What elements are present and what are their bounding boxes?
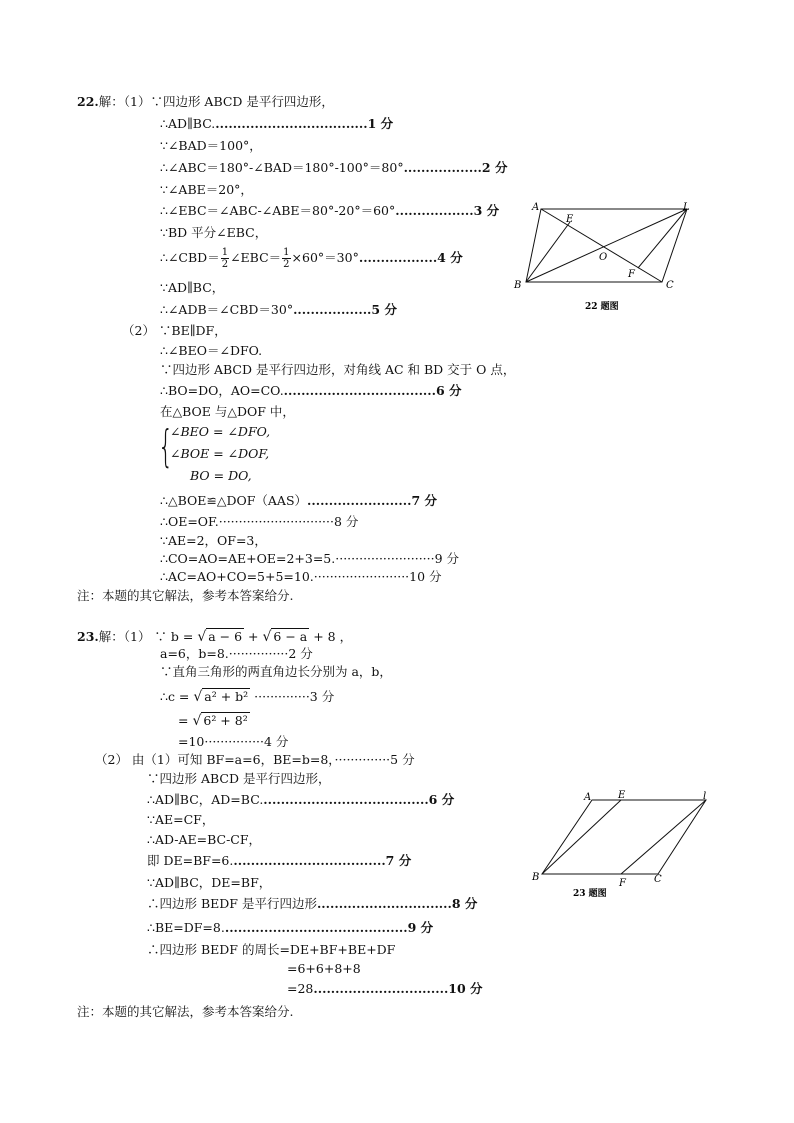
q23-part2-line-3	[147, 792, 454, 808]
radicand-2: 6 − a	[273, 629, 308, 644]
q23-line-6	[178, 734, 288, 750]
q22-line-8-a: ∴∠CBD＝	[160, 250, 220, 265]
q23-line-4	[160, 688, 334, 705]
q22-part2-line-4-text: ∴BO=DO，AO=CO.	[160, 383, 284, 398]
q23-part2-line-10: ∴四边形 BEDF 的周长=DE+BF+BE+DF	[147, 942, 396, 957]
radicand-3: a² + b²	[204, 689, 249, 704]
q23-part2-line-6-text: 即 DE=BF=6.	[147, 853, 234, 868]
q23-line-4-text: ∴c =	[160, 689, 194, 704]
q22-number: 22.	[77, 94, 99, 109]
fig23-label-b: B	[532, 872, 540, 883]
q22-part2-line-10-text: ∴AC=AO+CO=5+5=10.	[160, 569, 314, 584]
q22-line-9: ∵AD∥BC，	[160, 280, 225, 295]
q23-line-6-text: =10	[178, 734, 205, 749]
q22-line-2	[160, 116, 393, 132]
fig22-label-o: O	[599, 252, 608, 263]
fraction-2-numerator: 1	[283, 247, 290, 258]
q23-line-1-text: 解：（1） ∵ b =	[98, 629, 198, 644]
q23-score-3: ··············3 分	[250, 689, 335, 704]
q22-score-4: ..................4 分	[358, 250, 463, 265]
q23-score-10: ...............................10 分	[313, 981, 483, 996]
q22-part2-line-2: ∴∠BEO＝∠DFO.	[160, 343, 263, 358]
q23-part2-line-5: ∴AD-AE=BC-CF，	[147, 832, 262, 847]
segment-df	[638, 209, 687, 268]
q22-score-8: ·····························8 分	[218, 514, 359, 529]
q23-score-5: ··············5 分	[334, 752, 415, 767]
system-line-1: ∠BEO = ∠DFO,	[170, 424, 271, 439]
q22-line-7: ∵BD 平分∠EBC，	[160, 225, 268, 240]
q22-part2-line-7	[160, 514, 358, 530]
diagonal-ac	[541, 209, 662, 282]
q23-part2-line-9-text: ∴BE=DF=8.	[147, 920, 225, 935]
q23-number: 23.	[77, 629, 99, 644]
q22-line-8-c: ×60°＝30°	[291, 250, 359, 265]
fraction-half-2	[282, 247, 290, 270]
q23-line-2	[160, 646, 313, 662]
q23-line-2-text: a=6，b=8.	[160, 646, 229, 661]
q22-part2-line-5: 在△BOE 与△DOF 中，	[160, 404, 295, 419]
parallelogram-abcd	[542, 800, 706, 874]
q22-part2-line-1: （2） ∵BE∥DF，	[122, 323, 227, 338]
fig22-label-c: C	[666, 280, 674, 291]
q22-line-4	[160, 160, 507, 176]
q23-score-8: ...............................8 分	[316, 896, 478, 911]
q22-part2-line-10	[160, 569, 442, 585]
q22-line-8	[160, 244, 463, 272]
q23-score-4: ···············4 分	[204, 734, 289, 749]
q23-score-9: ..........................................9 分	[224, 920, 434, 935]
fig22-label-d: L	[683, 202, 690, 213]
q23-score-6: ......................................6 分	[263, 792, 455, 807]
fraction-1-numerator: 1	[221, 247, 229, 258]
q23-score-7: ...................................7 分	[233, 853, 412, 868]
q22-line-6	[160, 203, 499, 219]
q22-part2-line-9-text: ∴CO=AO=AE+OE=2+3=5.	[160, 551, 336, 566]
segment-fd	[621, 800, 706, 874]
q23-part2-line-9	[147, 920, 433, 936]
system-line-3: BO = DO,	[190, 468, 252, 483]
q23-part2-line-6	[147, 853, 411, 869]
q23-part2-line-8-text: ∴四边形 BEDF 是平行四边形	[147, 896, 317, 911]
q22-line-4-text: ∴∠ABC＝180°-∠BAD＝180°-100°＝80°	[160, 160, 404, 175]
fig22-label-a: A	[532, 202, 540, 213]
figure-23	[528, 786, 718, 904]
q23-line-5	[178, 712, 250, 729]
q22-score-9: ·························9 分	[335, 551, 460, 566]
fig22-label-e: E	[566, 214, 574, 225]
q23-part2-line-11: =6+6+8+8	[287, 961, 361, 976]
radicand-1: a − 6	[208, 629, 243, 644]
system-line-2: ∠BOE = ∠DOF,	[170, 446, 270, 461]
q23-part2-line-7: ∵AD∥BC，DE=BF，	[147, 875, 272, 890]
q23-line-1	[77, 628, 352, 645]
q23-part2-line-2: ∵四边形 ABCD 是平行四边形，	[147, 771, 331, 786]
sqrt-symbol-4: √	[192, 713, 202, 729]
q23-line-3: ∵直角三角形的两直角边长分别为 a，b，	[160, 664, 392, 679]
fig23-label-f: F	[619, 878, 626, 889]
q22-line-6-text: ∴∠EBC＝∠ABC-∠ABE＝80°-20°＝60°	[160, 203, 396, 218]
fig22-caption: 22 题图	[585, 302, 619, 312]
system-brace: {	[158, 421, 174, 472]
q22-score-5: ..................5 分	[293, 302, 397, 317]
sqrt-symbol-1: √	[197, 629, 207, 645]
sqrt-symbol-3: √	[193, 689, 203, 705]
fig22-label-f: F	[628, 269, 635, 280]
q22-line-10-text: ∴∠ADB＝∠CBD＝30°	[160, 302, 294, 317]
figure-22	[510, 198, 700, 316]
fraction-half-1	[221, 247, 229, 270]
q23-part2-line-8	[147, 896, 477, 912]
q22-score-7: ........................7 分	[307, 493, 438, 508]
q22-line-8-b: ∠EBC＝	[230, 250, 282, 265]
q23-part2-line-12	[287, 981, 483, 997]
radicand-4: 6² + 8²	[203, 713, 248, 728]
q23-part2-line-1-text: （2） 由（1）可知 BF=a=6，BE=b=8，	[95, 752, 335, 767]
fig23-label-e: E	[618, 790, 626, 801]
q22-score-3: ..................3 分	[395, 203, 500, 218]
q22-score-2: ..................2 分	[403, 160, 508, 175]
q23-line-1-tail: + 8 ，	[309, 629, 353, 644]
q22-score-10: ························10 分	[313, 569, 442, 584]
q22-part2-line-7-text: ∴OE=OF.	[160, 514, 219, 529]
q22-line-5: ∵∠ABE＝20°，	[160, 182, 253, 197]
q23-part2-line-3-text: ∴AD∥BC，AD=BC.	[147, 792, 264, 807]
q22-part2-line-6	[160, 493, 437, 509]
fig23-caption: 23 题图	[573, 889, 607, 899]
fig23-label-d: l	[703, 791, 707, 802]
q22-part2-line-8: ∵AE=2，OF=3，	[160, 533, 267, 548]
q23-part2-line-1	[95, 752, 415, 768]
plus-sign: +	[244, 629, 263, 644]
q22-line-10	[160, 302, 397, 318]
q22-part2-line-9	[160, 551, 459, 567]
fraction-1-denominator: 2	[221, 259, 229, 270]
fraction-2-denominator: 2	[283, 259, 290, 270]
fig23-label-a: A	[584, 792, 592, 803]
q22-score-1: ...................................1 分	[215, 116, 394, 131]
fig22-label-b: B	[514, 280, 522, 291]
q22-line-3: ∵∠BAD＝100°，	[160, 138, 262, 153]
q23-part2-line-12-text: =28	[287, 981, 314, 996]
segment-be	[542, 800, 621, 874]
q22-part2-line-4	[160, 383, 462, 399]
q22-score-6: ...................................6 分	[283, 383, 462, 398]
diagonal-bd	[526, 209, 687, 282]
q23-note: 注：本题的其它解法，参考本答案给分.	[77, 1004, 294, 1019]
q23-part2-line-4: ∵AE=CF，	[147, 812, 215, 827]
q23-line-5-text: =	[178, 713, 193, 728]
q22-line-1	[77, 94, 334, 110]
q23-score-2: ···············2 分	[228, 646, 313, 661]
q22-line-2-text: ∴AD∥BC.	[160, 116, 216, 131]
fig23-label-c: C	[654, 874, 662, 885]
q22-part2-line-3: ∵四边形 ABCD 是平行四边形，对角线 AC 和 BD 交于 O 点，	[160, 362, 516, 377]
q22-part2-line-6-text: ∴△BOE≌△DOF（AAS）	[160, 493, 308, 508]
q22-note: 注：本题的其它解法，参考本答案给分.	[77, 588, 294, 603]
sqrt-symbol-2: √	[262, 629, 272, 645]
q22-line-1-text: 解：（1）∵四边形 ABCD 是平行四边形，	[98, 94, 334, 109]
